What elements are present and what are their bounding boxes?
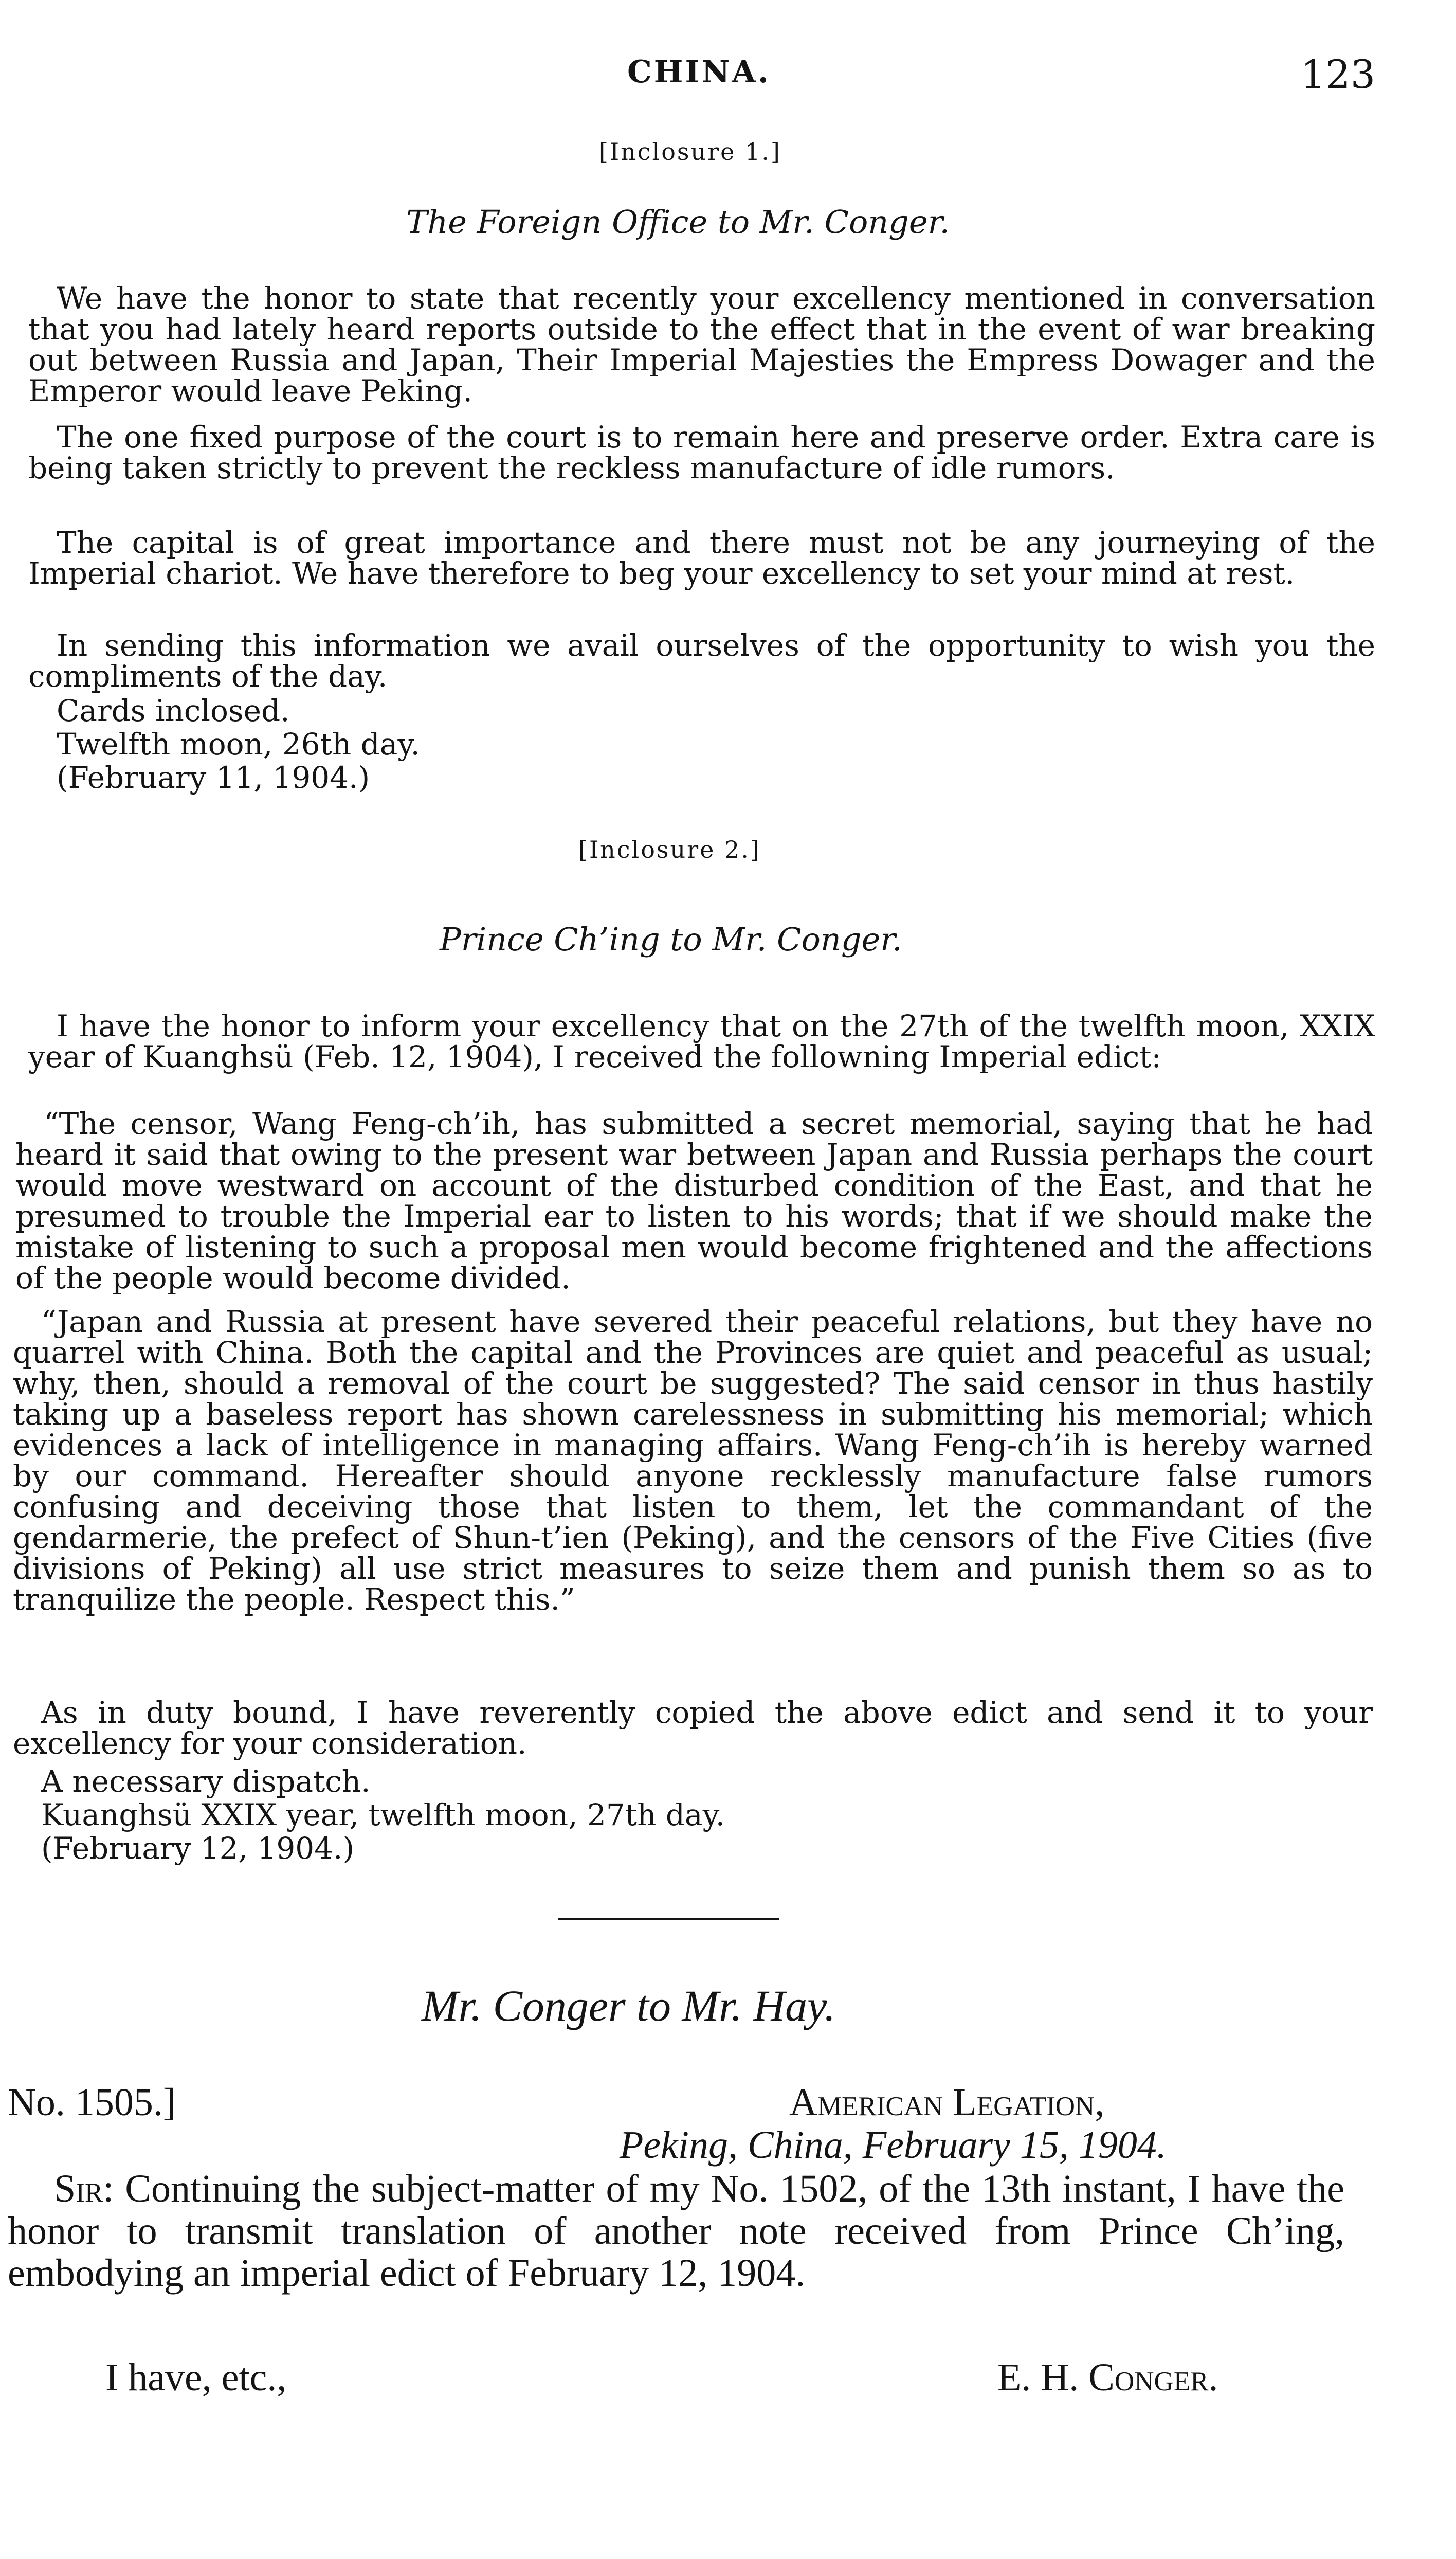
inclosure-2-paragraph: As in duty bound, I have reverently copied the above edict and send it to your excellency for your consideration. bbox=[13, 1695, 1373, 1761]
page-number: 123 bbox=[1301, 51, 1376, 97]
inclosure-2-date: Kuanghsü XXIX year, twelfth moon, 27th day. bbox=[41, 1797, 725, 1832]
dispatch-number: No. 1505.] bbox=[8, 2081, 176, 2124]
letter-signature: E. H. Conger. bbox=[997, 2356, 1218, 2399]
inclosure-1-paragraph: We have the honor to state that recently your excellency mentioned in conversation that you had lately heard reports outside to the effect that in the event of war breaking out between Russia and Japan, Their Imperial Majesties the Empress Dowager and the Emperor would leave Peking. bbox=[28, 281, 1375, 408]
inclosure-2-paragraph: I have the honor to inform your excellency that on the 27th of the twelfth moon, XXIX year of Kuanghsü (Feb. 12, 1904), I received the followning Imperial edict: bbox=[28, 1008, 1375, 1074]
inclosure-1-date-western: (February 11, 1904.) bbox=[57, 760, 370, 795]
inclosure-1-paragraph: The capital is of great importance and there must not be any journeying of the Imperial chariot. We have therefore to beg your excellency to set your mind at rest. bbox=[28, 525, 1375, 591]
inclosure-1-paragraph: In sending this information we avail ourselves of the opportunity to wish you the compliments of the day. bbox=[28, 628, 1375, 694]
section-divider bbox=[558, 1918, 779, 1920]
inclosure-1-cards: Cards inclosed. bbox=[57, 693, 290, 728]
letter-title: Mr. Conger to Mr. Hay. bbox=[422, 1981, 836, 2030]
letter-body bbox=[8, 2168, 1344, 2294]
inclosure-1-label: [Inclosure 1.] bbox=[599, 138, 781, 166]
running-header-title: CHINA. bbox=[627, 54, 771, 90]
inclosure-1-title: The Foreign Office to Mr. Conger. bbox=[406, 203, 950, 241]
inclosure-1-date: Twelfth moon, 26th day. bbox=[57, 727, 420, 762]
letter-body-text: Continuing the subject-matter of my No. 1502, of the 13th instant, I have the honor to transmit translation of another note received from Prince Ch’ing, embodying an imperial edict of February 12, 1904. bbox=[8, 2167, 1344, 2295]
inclosure-2-paragraph: “Japan and Russia at present have severed their peaceful relations, but they have no quarrel with China. Both the capital and the Provinces are quiet and peaceful as usual; why, then, should a removal of the court be suggested? The said censor in thus hastily taking up a baseless report has shown carelessness in submitting his memorial; which evidences a lack of intelligence in managing affairs. Wang Feng-ch’ih is hereby warned by our command. Hereafter should anyone recklessly manufacture false rumors confusing and deceiving those that listen to them, let the commandant of the gendarmerie, the prefect of Shun-t’ien (Peking), and the censors of the Five Cities (five divisions of Peking) all use strict measures to seize them and punish them so as to tranquilize the people. Respect this.” bbox=[13, 1304, 1373, 1617]
inclosure-2-paragraph: “The censor, Wang Feng-ch’ih, has submitted a secret memorial, saying that he had heard it said that owing to the present war between Japan and Russia perhaps the court would move westward on account of the disturbed condition of the East, and that he presumed to trouble the Imperial ear to listen to his words; that if we should make the mistake of listening to such a proposal men would become frightened and the affections of the people would become divided. bbox=[15, 1106, 1373, 1295]
inclosure-2-closing: A necessary dispatch. bbox=[41, 1764, 371, 1799]
inclosure-2-date-western: (February 12, 1904.) bbox=[41, 1831, 355, 1866]
inclosure-2-label: [Inclosure 2.] bbox=[578, 836, 761, 863]
place-date: Peking, China, February 15, 1904. bbox=[620, 2123, 1167, 2167]
inclosure-2-title: Prince Ch’ing to Mr. Conger. bbox=[440, 921, 902, 958]
letter-salutation: Sir: bbox=[54, 2167, 114, 2210]
inclosure-1-paragraph: The one fixed purpose of the court is to remain here and preserve order. Extra care is being taken strictly to prevent the reckless manufacture of idle rumors. bbox=[28, 420, 1375, 485]
legation-name: American Legation, bbox=[789, 2081, 1105, 2124]
letter-closing: I have, etc., bbox=[105, 2356, 287, 2399]
